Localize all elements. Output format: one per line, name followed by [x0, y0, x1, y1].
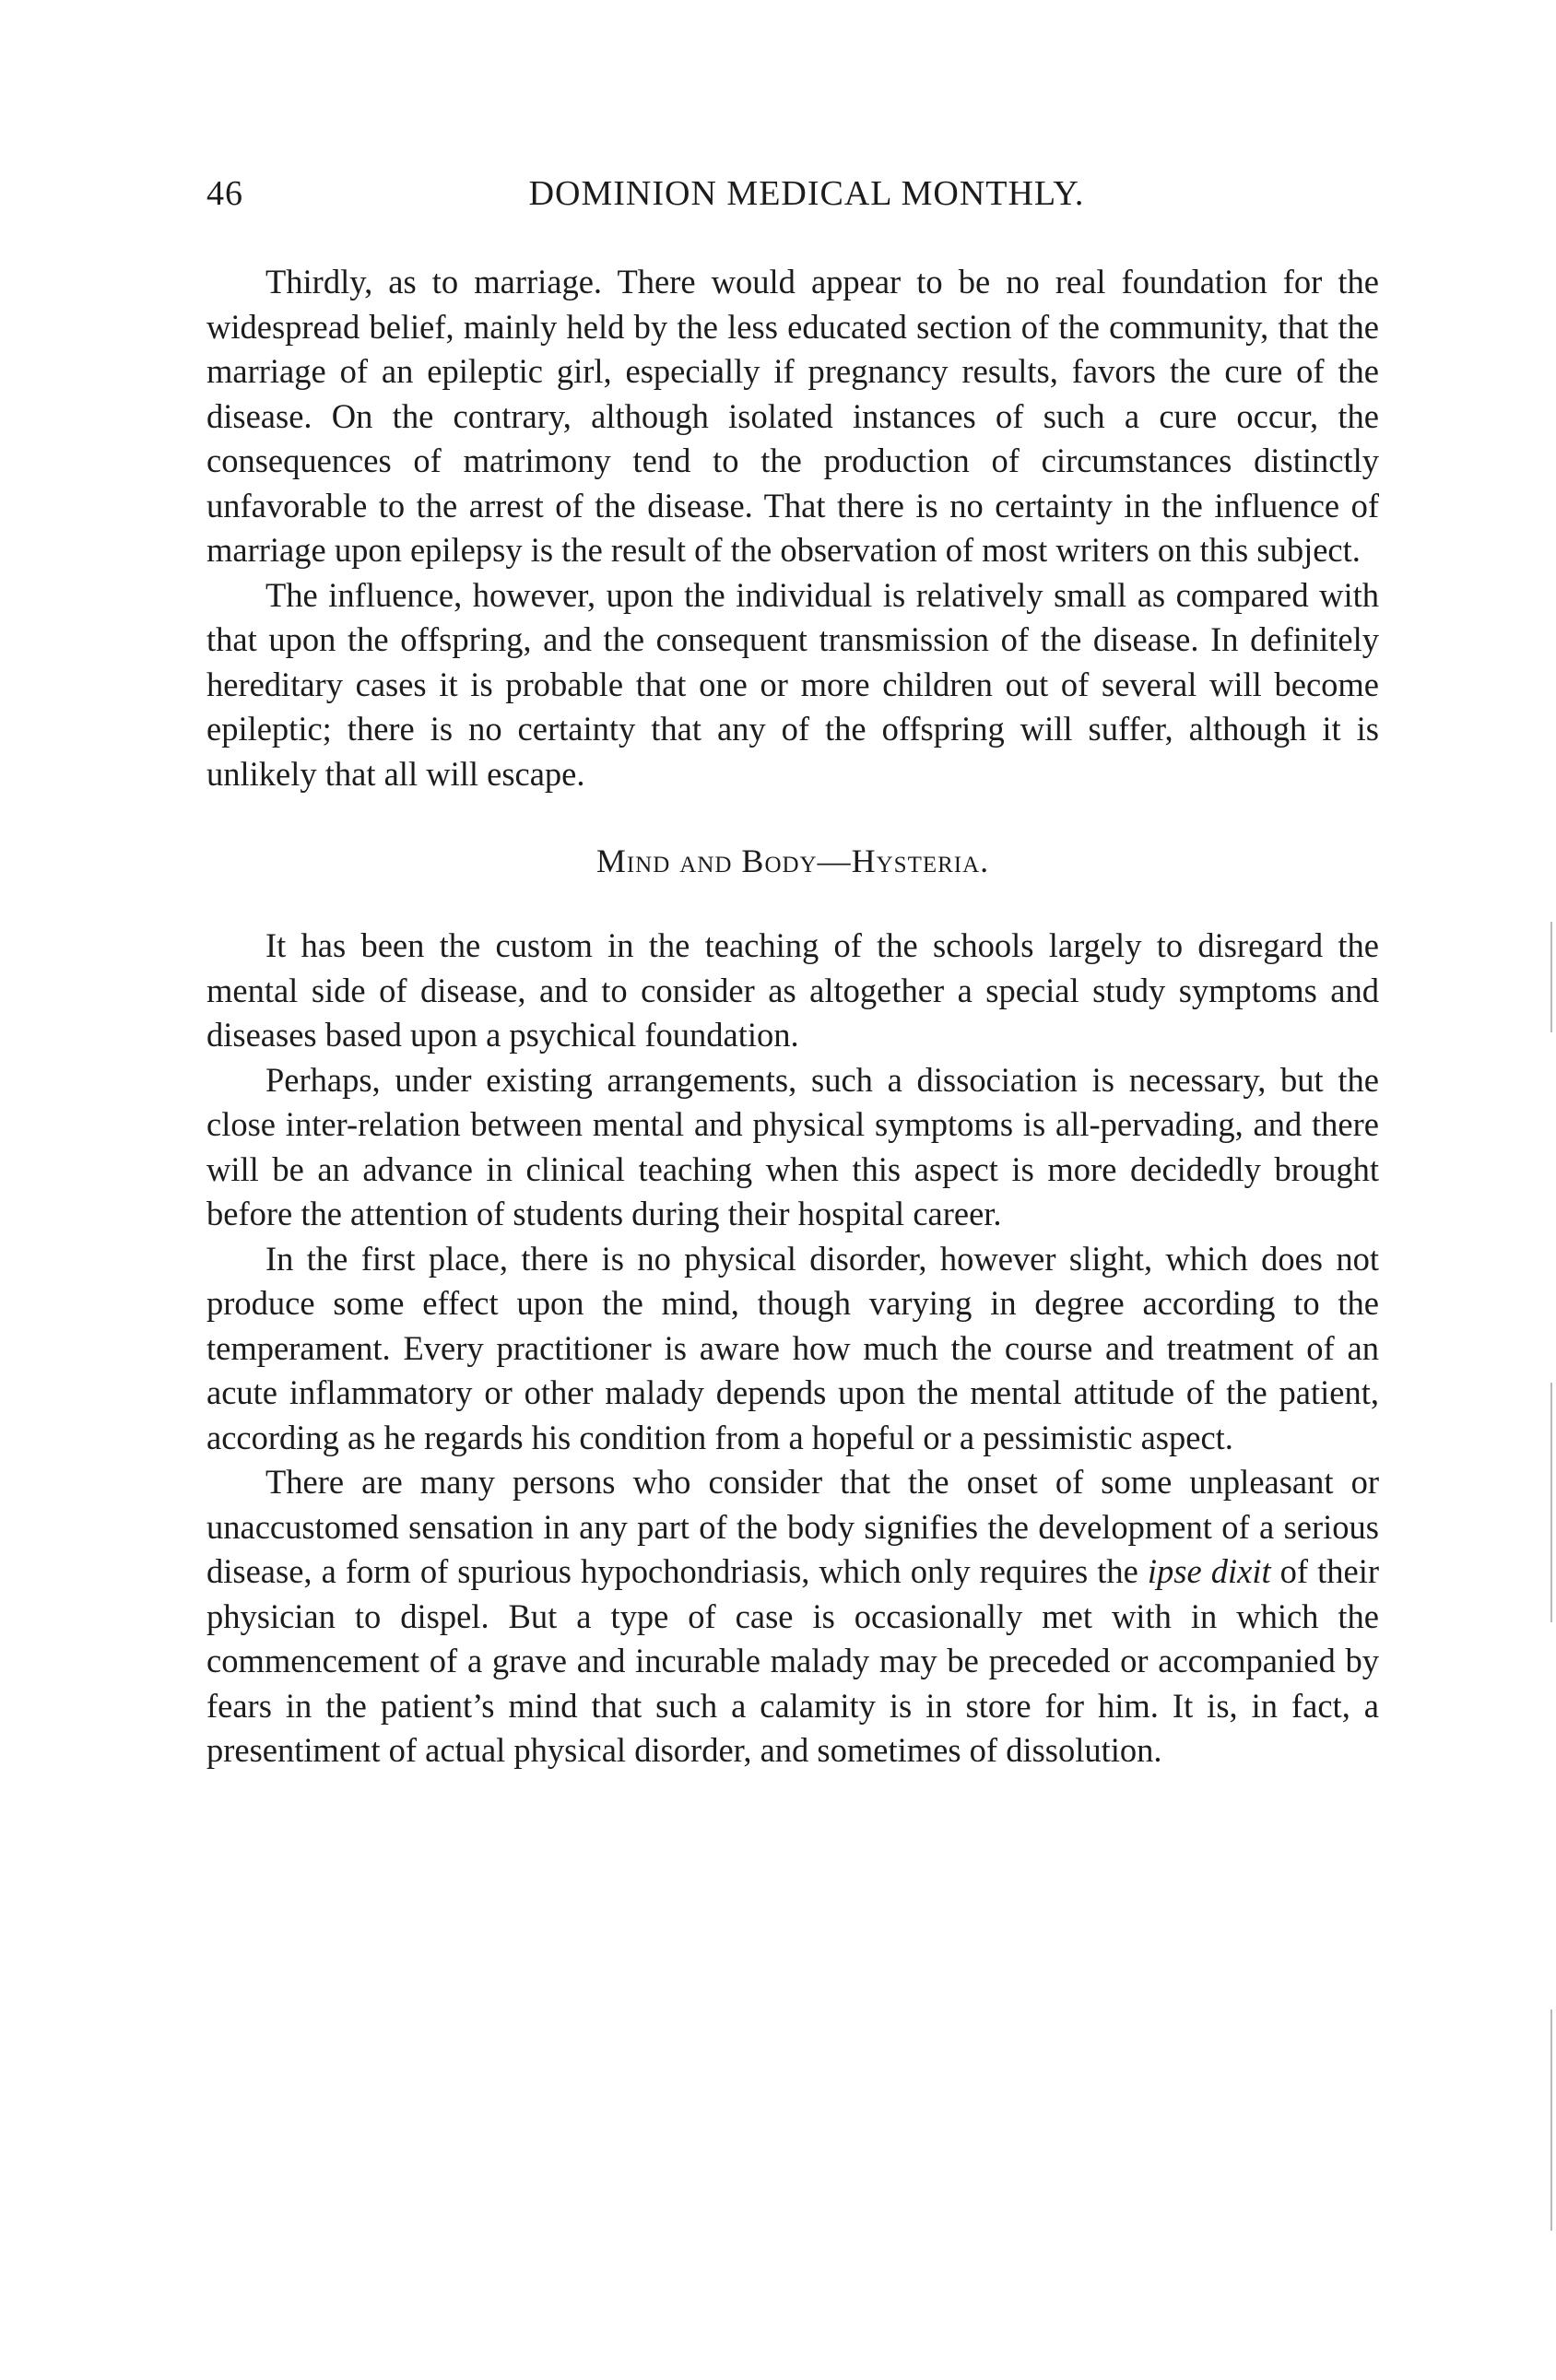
journal-title: DOMINION MEDICAL MONTHLY. — [528, 174, 1085, 213]
paragraph-dissociation: Perhaps, under existing arrangements, such a dissociation is necessary, but the close inter-relation between mental and physical symptoms is all-pervading, and there will be an advance in clinical teaching when this aspect is more decidedly brought before the attention of students during their hospital career. — [206, 1060, 1379, 1232]
paragraph-presentiment-part-2: of their physician to dispel. But a type of case is occasionally met with in which the commencement of a grave and incurable malady may be preceded or accompanied by fears in the patient’s mind that such a calamity is in store for him. It is, in fact, a presentiment of actual physical disorder, and sometimes of dissolution. — [206, 1552, 1379, 1769]
page-number: 46 — [206, 174, 243, 213]
italic-phrase: ipse dixit — [1147, 1552, 1271, 1590]
paragraph-presentiment-part-1: There are many persons who consider that the onset of some unpleasant or unaccustomed sensation in any part of the body signifies the development of a serious disease, a form of spurious hypochondriasis, which only requires the — [206, 1463, 1379, 1590]
page-edge-mark — [1550, 922, 1552, 1032]
section-heading: Mind and Body—Hysteria. — [595, 842, 990, 879]
page-edge-mark — [1550, 1383, 1552, 1622]
page-edge-mark — [1550, 2009, 1552, 2231]
paragraph-physical-disorder: In the first place, there is no physical disorder, however slight, which does not produce some effect upon the mind, though varying in degree according to the temperament. Every practitioner is aware how much the course and treatment of an acute inflammatory or other malady depends upon the mental attitude of the patient, according as he regards his condition from a hopeful or a pessimistic aspect. — [206, 1239, 1379, 1456]
running-head — [206, 166, 1379, 221]
paragraph-custom-of-schools: It has been the custom in the teaching of the schools largely to disregard the mental side of disease, and to consider as altogether a special study symptoms and diseases based upon a psychical foundation. — [206, 926, 1379, 1054]
body-text — [206, 260, 1379, 1773]
paragraph-presentiment — [206, 1460, 1379, 1773]
paragraph-offspring: The influence, however, upon the individual is relatively small as compared with that upon the offspring, and the consequent transmission of the disease. In definitely hereditary cases it is probable that one or more children out of several will become epileptic; there is no certainty that any of the offspring will suffer, although it is unlikely that all will escape. — [206, 575, 1379, 793]
paragraph-marriage: Thirdly, as to marriage. There would appear to be no real foundation for the widespread belief, mainly held by the less educated section of the community, that the marriage of an epileptic girl, especially if pregnancy results, favors the cure of the disease. On the contrary, although isolated instances of such a cure occur, the consequences of matrimony tend to the production of circumstances distinctly unfavorable to the arrest of the disease. That there is no certainty in the influence of marriage upon epilepsy is the result of the observation of most writers on this subject. — [206, 263, 1379, 569]
